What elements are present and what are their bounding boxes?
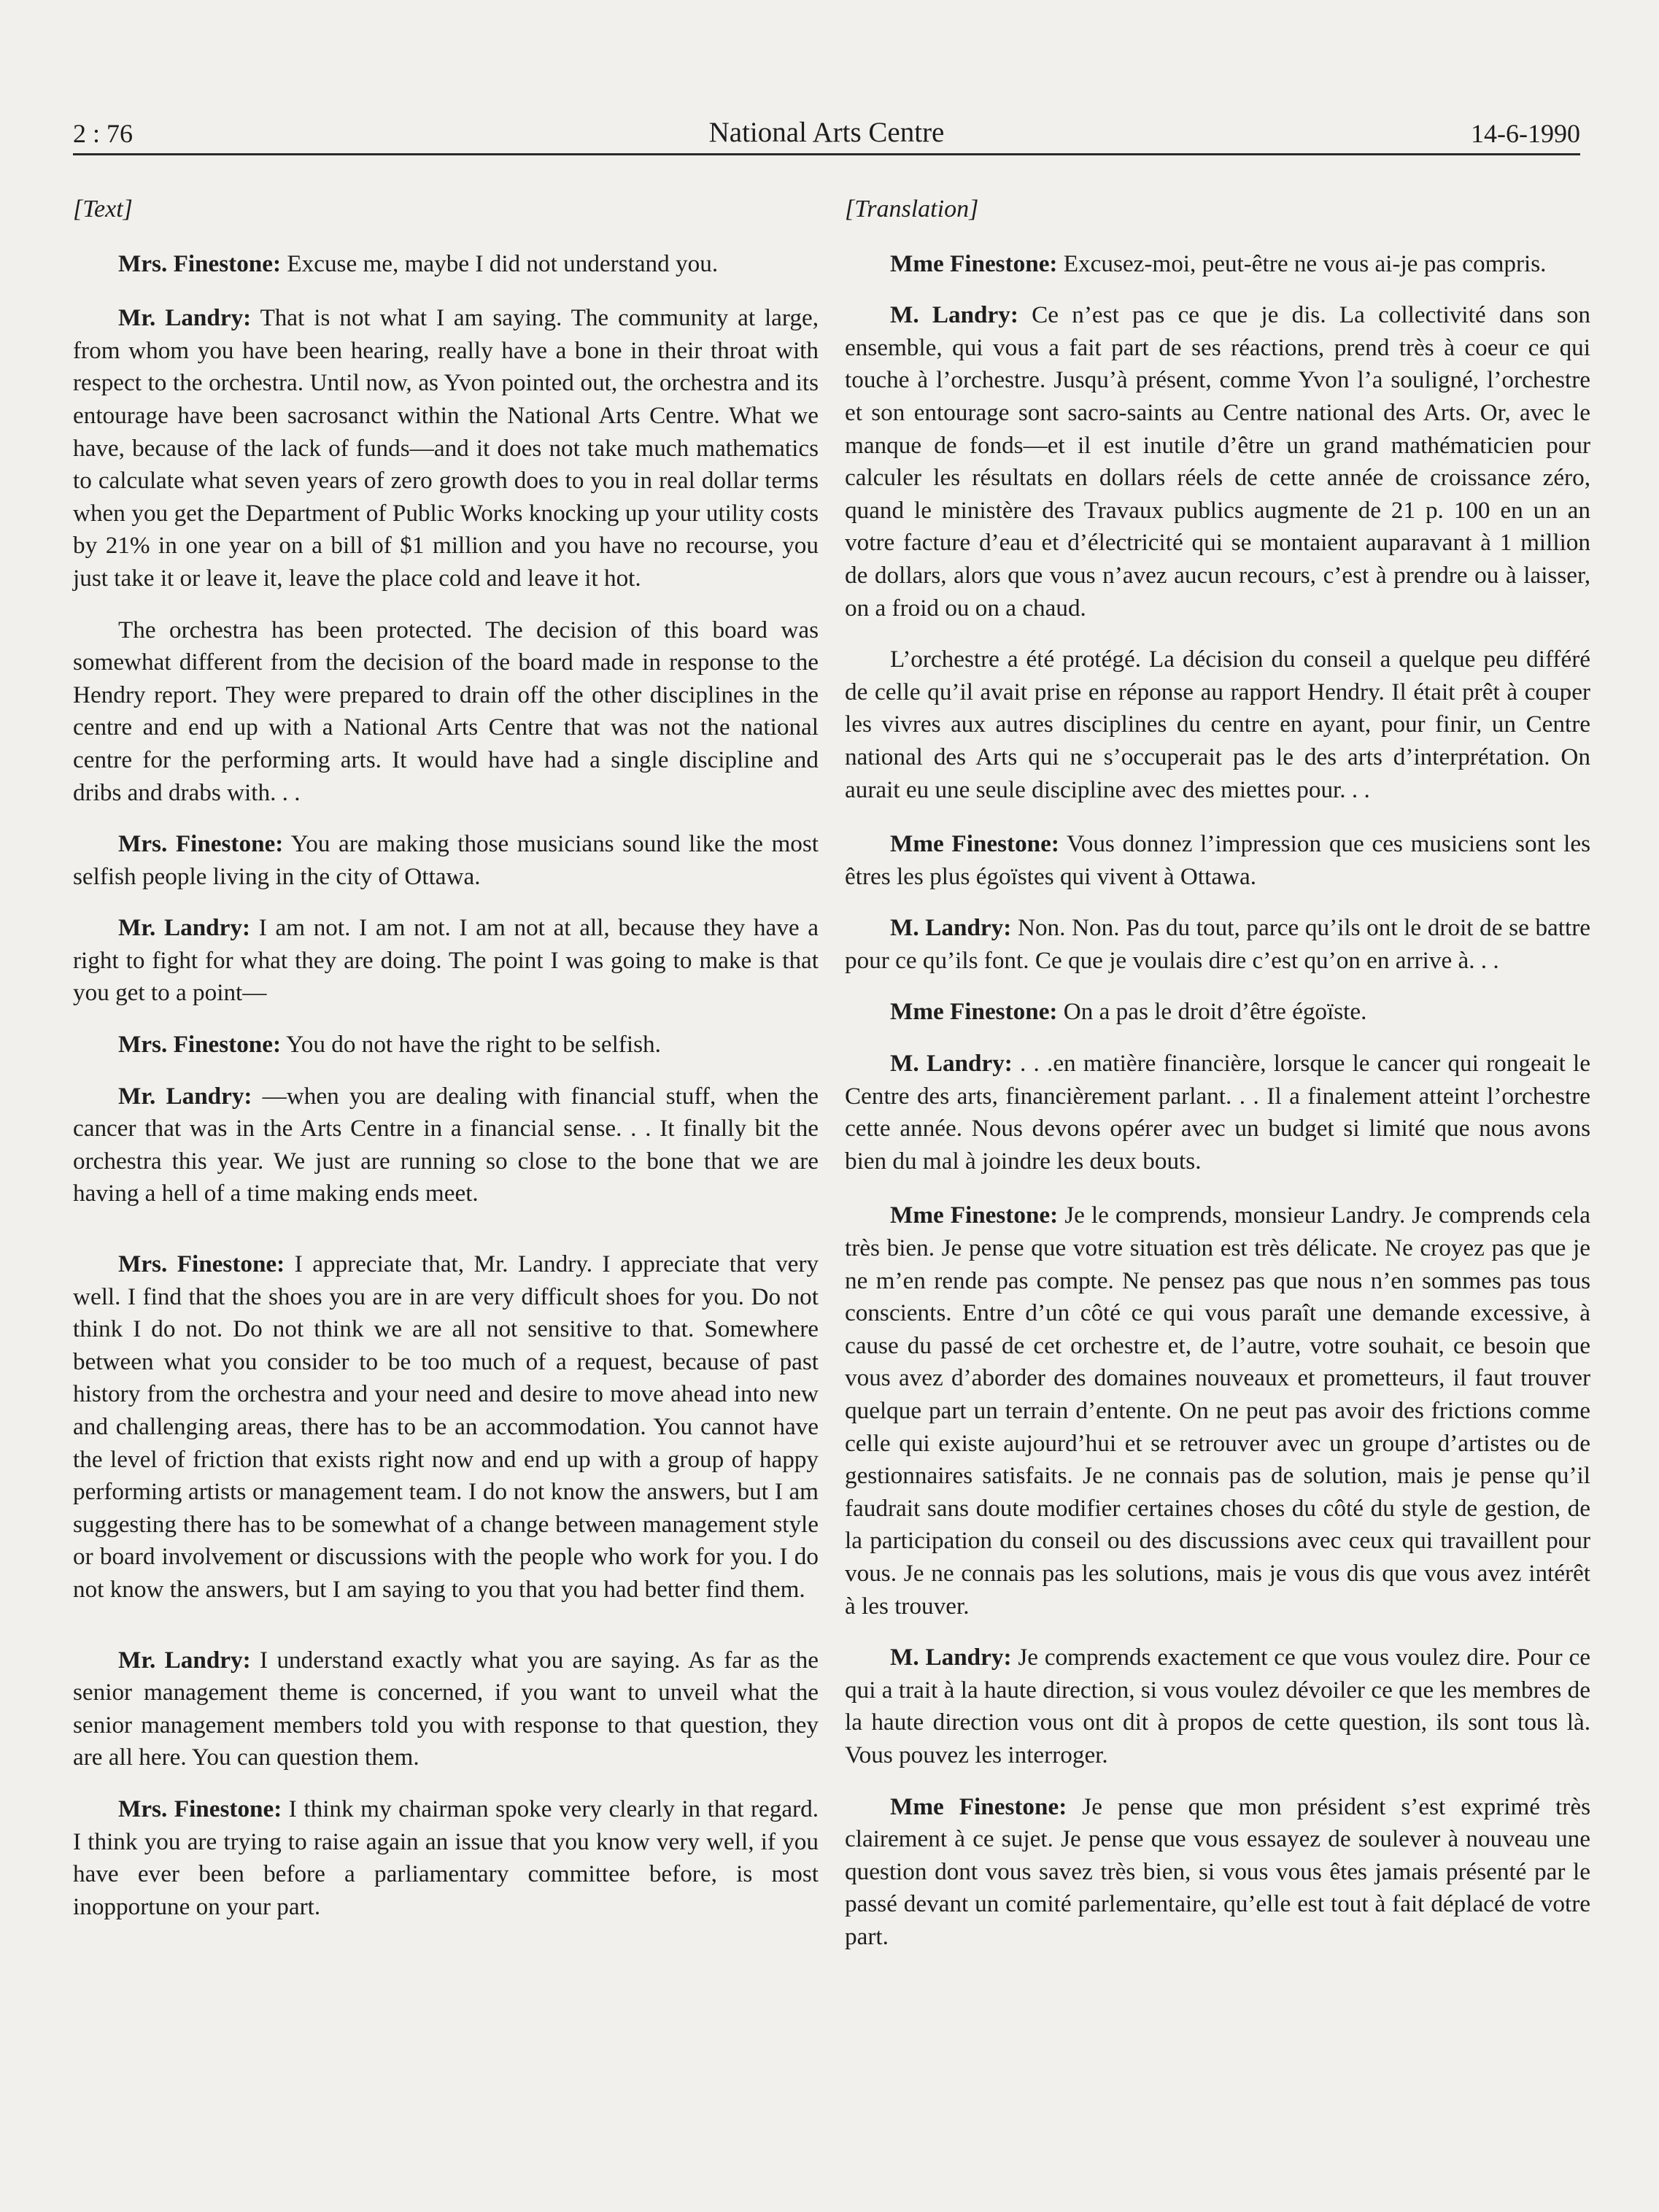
speaker: Mrs. Finestone: — [118, 250, 282, 277]
speech: I am not. I am not. I am not at all, because they have a right to fight for what they are doing. The point I was going to make is that you get to a point— — [73, 914, 819, 1007]
paragraph — [73, 1644, 819, 1774]
page-number: 2 : 76 — [73, 119, 134, 148]
paragraph — [73, 828, 819, 893]
running-title: National Arts Centre — [708, 117, 945, 148]
speech: On a pas le droit d’être égoïste. — [1057, 998, 1367, 1026]
speech: I understand exactly what you are saying. As far as the senior management theme is concerned, if you want to unveil what the senior management members told you with response to that question, they are all here. You can question them. — [73, 1646, 819, 1771]
speech: Je le comprends, monsieur Landry. Je comprends cela très bien. Je pense que votre situation est très délicate. Ne croyez pas que je ne m’en rende pas compte. Ne pensez pas que nous n’en sommes pas tous conscients. Entre d’un côté ce qui vous paraît une demande excessive, à cause du passé de cet orchestre et, de l’autre, votre souhait, ce besoin que vous avez d’aborder des domaines nouveaux et prometteurs, il faut trouver quelque part un terrain d’entente. On ne peut pas avoir des frictions comme celle qui existe aujourd’hui et se retrouver avec un groupe d’artistes ou de gestionnaires satisfaits. Je ne connais pas de solution, mais je pense qu’il faudrait sans doute modifier certaines choses du côté du style de gestion, de la participation du conseil ou des discussions avec ceux qui travaillent pour vous. Je ne connais pas les solutions, mais je vous dis que vous avez intérêt à les trouver. — [845, 1202, 1590, 1620]
speaker: Mme Finestone: — [890, 998, 1058, 1026]
speech: I think my chairman spoke very clearly in that regard. I think you are trying to raise again an issue that you know very well, if you have ever been before a parliamentary committee before, is most inopportune on your part. — [73, 1795, 819, 1920]
paragraph — [73, 1029, 819, 1061]
header-date: 14-6-1990 — [1471, 119, 1580, 148]
speech: That is not what I am saying. The community at large, from whom you have been hearing, really have a bone in their throat with respect to the orchestra. Until now, as Yvon pointed out, the orchestra and its entourage have been sacrosanct within the National Arts Centre. What we have, because of the lack of funds—and it does not take much mathematics to calculate what seven years of zero growth does to you in real dollar terms when you get the Department of Public Works knocking up your utility costs by 21% in one year on a bill of $1 million and you have no recourse, you just take it or leave it, leave the place cold and leave it hot. — [73, 304, 819, 592]
speaker: Mrs. Finestone: — [118, 1031, 282, 1059]
paragraph — [73, 248, 819, 281]
speech: —when you are dealing with financial stuff, when the cancer that was in the Arts Centre in a financial sense. . . It finally bit the orchestra this year. We just are running so close to the bone that we are having a hell of a time making ends meet. — [73, 1082, 819, 1207]
paragraph — [845, 299, 1590, 624]
text-column-french — [845, 193, 1590, 1973]
speech: Ce n’est pas ce que je dis. La collectivité dans son ensemble, qui vous a fait part de ses réactions, prend très à coeur ce qui touche à l’orchestre. Jusqu’à présent, comme Yvon l’a souligné, l’orchestre et son entourage sont sacro-saints au Centre national des Arts. Or, avec le manque de fonds—et il est inutile d’être un grand mathématicien pour calculer les résultats en dollars réels de cette année de croissance zéro, quand le ministère des Travaux publics augmente de 21 p. 100 en un an votre facture d’eau et d’électricité qui se montaient auparavant à 1 million de dollars, alors que vous n’avez aucun recours, c’est à prendre ou à laisser, on a froid ou on a chaud. — [845, 301, 1591, 622]
column-tag-translation: [Translation] — [845, 196, 979, 223]
paragraph — [845, 1791, 1590, 1954]
text-column-english — [73, 193, 819, 1942]
paragraph — [73, 1248, 819, 1606]
speaker: M. Landry: — [890, 1050, 1013, 1078]
paragraph — [845, 643, 1590, 806]
paragraph — [845, 828, 1590, 893]
paragraph — [73, 1080, 819, 1210]
speech: You are making those musicians sound like the most selfish people living in the city of Ottawa. — [73, 830, 819, 890]
speaker: Mme Finestone: — [890, 250, 1058, 277]
speaker: Mrs. Finestone: — [118, 830, 284, 858]
paragraph — [845, 912, 1590, 977]
speaker: Mme Finestone: — [890, 1202, 1059, 1229]
speech: I appreciate that, Mr. Landry. I appreciate that very well. I find that the shoes you are in are very difficult shoes for you. Do not think I do not. Do not think we are all not sensitive to that. Somewhere between what you consider to be too much of a request, because of past history from the orchestra and your need and desire to move ahead into new and challenging areas, there has to be an accommodation. You cannot have the level of friction that exists right now and end up with a group of happy performing artists or management team. I do not know the answers, but I am suggesting there has to be somewhat of a change between management style or board involvement or discussions with the people who work for you. I do not know the answers, but I am saying to you that you had better find them. — [73, 1250, 819, 1603]
speech: You do not have the right to be selfish. — [281, 1031, 661, 1059]
page-header — [73, 109, 1580, 155]
speaker: Mrs. Finestone: — [118, 1250, 285, 1278]
speaker: Mme Finestone: — [890, 830, 1059, 858]
speaker: M. Landry: — [890, 301, 1018, 329]
speaker: Mrs. Finestone: — [118, 1795, 282, 1822]
paragraph — [845, 1199, 1590, 1623]
speaker: Mr. Landry: — [118, 914, 251, 942]
column-tag-text: [Text] — [73, 196, 133, 223]
speech: Je pense que mon président s’est exprimé très clairement à ce sujet. Je pense que vous essayez de soulever à nouveau une question dont vous savez très bien, si vous vous êtes jamais présenté par le passé devant un comité parlementaire, qu’elle est tout à fait déplacé de votre part. — [845, 1793, 1590, 1950]
paragraph — [845, 996, 1590, 1029]
paragraph — [73, 614, 819, 810]
speaker: Mme Finestone: — [890, 1793, 1067, 1820]
paragraph — [73, 1793, 819, 1923]
paragraph — [845, 1048, 1590, 1177]
speaker: M. Landry: — [890, 1644, 1012, 1671]
paragraph — [845, 1641, 1590, 1771]
speech: Excuse me, maybe I did not understand you. — [281, 250, 719, 277]
speaker: M. Landry: — [890, 914, 1012, 942]
speech: The orchestra has been protected. The decision of this board was somewhat different from the decision of the board made in response to the Hendry report. They were prepared to drain off the other disciplines in the centre and end up with a National Arts Centre that was not the national centre for the performing arts. It would have had a single discipline and dribs and drabs with. . . — [73, 616, 819, 806]
paragraph — [73, 302, 819, 595]
speech: . . .en matière financière, lorsque le cancer qui rongeait le Centre des arts, financièrement parlant. . . Il a finalement atteint l’orchestre cette année. Nous devons opérer avec un budget si limité que nous avons bien du mal à joindre les deux bouts. — [845, 1050, 1590, 1175]
speaker: Mr. Landry: — [118, 304, 252, 332]
speech: L’orchestre a été protégé. La décision du conseil a quelque peu différé de celle qu’il avait prise en réponse au rapport Hendry. Il était prêt à couper les vivres aux autres disciplines du centre en ayant, pour finir, un Centre national des Arts qui ne s’occuperait pas le des arts d’interprétation. On aurait eu une seule discipline avec des miettes pour. . . — [845, 646, 1590, 803]
paragraph — [73, 912, 819, 1010]
speaker: Mr. Landry: — [118, 1082, 252, 1110]
speech: Non. Non. Pas du tout, parce qu’ils ont le droit de se battre pour ce qu’ils font. Ce que je voulais dire c’est qu’on en arrive à. . . — [845, 914, 1591, 974]
speaker: Mr. Landry: — [118, 1646, 251, 1674]
paragraph — [845, 248, 1590, 281]
speech: Excusez-moi, peut-être ne vous ai-je pas compris. — [1057, 250, 1547, 277]
speech: Je comprends exactement ce que vous voulez dire. Pour ce qui a trait à la haute direction, si vous voulez dévoiler ce que les membres de la haute direction vous ont dit à propos de cette question, ils sont tous là. Vous pouvez les interroger. — [845, 1644, 1590, 1768]
speech: Vous donnez l’impression que ces musiciens sont les êtres les plus égoïstes qui vivent à Ottawa. — [845, 830, 1590, 890]
